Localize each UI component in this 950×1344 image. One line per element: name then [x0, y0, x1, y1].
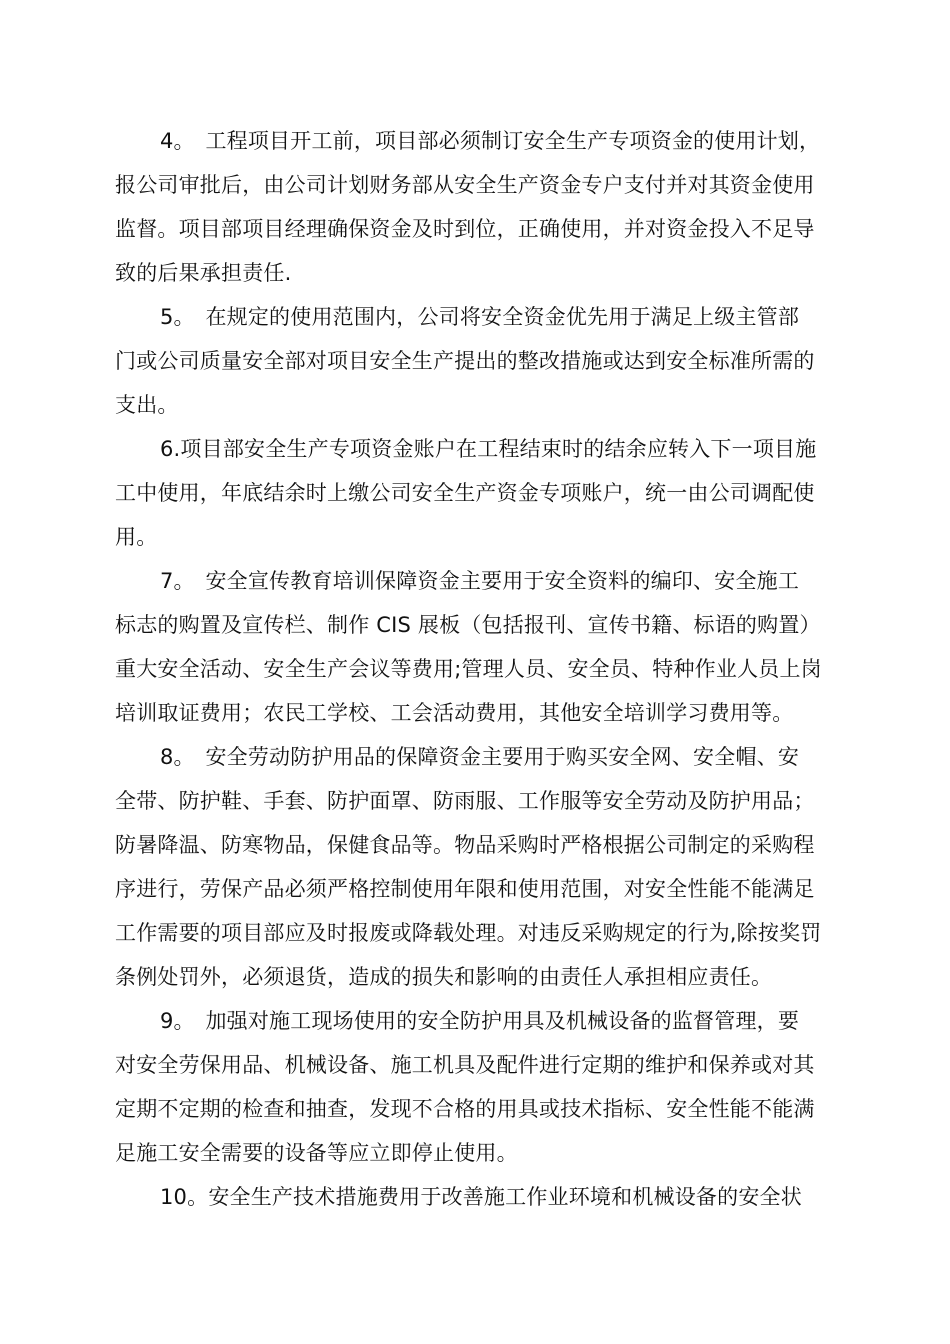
paragraph-line: 序进行，劳保产品必须严格控制使用年限和使用范围，对安全性能不能满足 [115, 877, 815, 901]
paragraph-line: 全带、防护鞋、手套、防护面罩、防雨服、工作服等安全劳动及防护用品； [115, 789, 815, 813]
paragraph-line: 监督。项目部项目经理确保资金及时到位，正确使用，并对资金投入不足导 [115, 217, 815, 241]
paragraph-line: 支出。 [115, 393, 179, 417]
paragraph-line: 9。 加强对施工现场使用的安全防护用具及机械设备的监督管理，要 [160, 1009, 800, 1033]
paragraph-line: 标志的购置及宣传栏、制作 CIS 展板（包括报刊、宣传书籍、标语的购置） [115, 613, 821, 637]
paragraph-line: 门或公司质量安全部对项目安全生产提出的整改措施或达到安全标准所需的 [115, 349, 815, 373]
paragraph-line: 重大安全活动、安全生产会议等费用;管理人员、安全员、特种作业人员上岗 [115, 657, 822, 681]
paragraph-line: 8。 安全劳动防护用品的保障资金主要用于购买安全网、安全帽、安 [160, 745, 800, 769]
paragraph-line: 10。安全生产技术措施费用于改善施工作业环境和机械设备的安全状 [160, 1185, 802, 1209]
paragraph-line: 7。 安全宣传教育培训保障资金主要用于安全资料的编印、安全施工 [160, 569, 800, 593]
paragraph-line: 对安全劳保用品、机械设备、施工机具及配件进行定期的维护和保养或对其 [115, 1053, 815, 1077]
paragraph-line: 培训取证费用；农民工学校、工会活动费用，其他安全培训学习费用等。 [115, 701, 794, 725]
paragraph-line: 报公司审批后，由公司计划财务部从安全生产资金专户支付并对其资金使用 [115, 173, 815, 197]
paragraph-line: 条例处罚外，必须退货，造成的损失和影响的由责任人承担相应责任。 [115, 965, 773, 989]
paragraph-line: 工中使用，年底结余时上缴公司安全生产资金专项账户，统一由公司调配使 [115, 481, 815, 505]
paragraph-line: 5。 在规定的使用范围内，公司将安全资金优先用于满足上级主管部 [160, 305, 800, 329]
paragraph-line: 防暑降温、防寒物品，保健食品等。物品采购时严格根据公司制定的采购程 [115, 833, 815, 857]
paragraph-line: 足施工安全需要的设备等应立即停止使用。 [115, 1141, 518, 1165]
paragraph-line: 6.项目部安全生产专项资金账户在工程结束时的结余应转入下一项目施 [160, 437, 817, 461]
paragraph-line: 定期不定期的检查和抽查，发现不合格的用具或技术指标、安全性能不能满 [115, 1097, 815, 1121]
paragraph-line: 致的后果承担责任. [115, 261, 292, 285]
paragraph-line: 用。 [115, 525, 158, 549]
paragraph-line: 工作需要的项目部应及时报废或降载处理。对违反采购规定的行为,除按奖罚 [115, 921, 822, 945]
paragraph-line: 4。 工程项目开工前，项目部必须制订安全生产专项资金的使用计划， [160, 129, 821, 153]
